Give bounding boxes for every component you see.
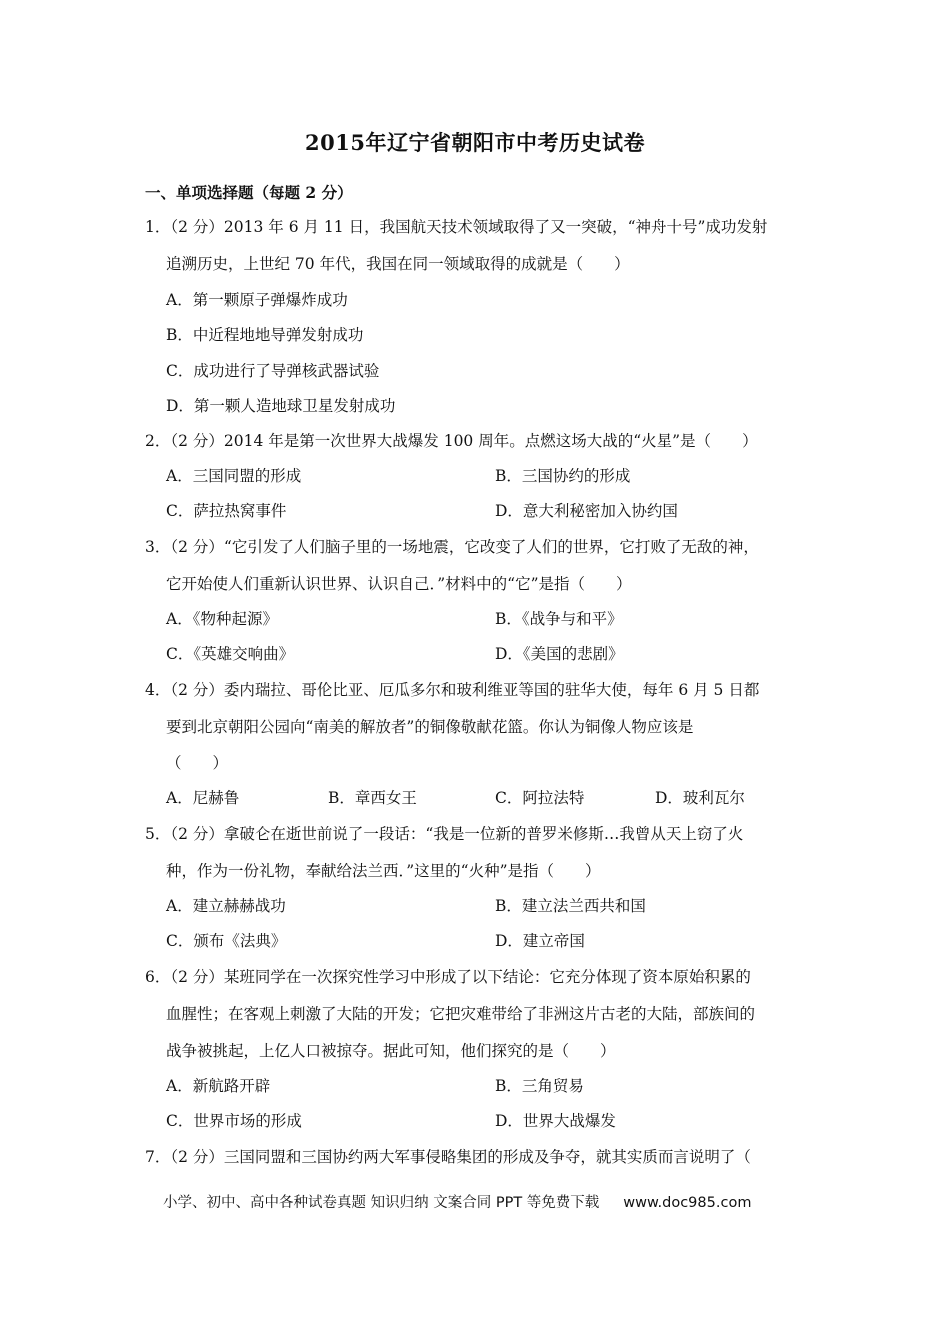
question-2-option-a: A．三国同盟的形成 — [166, 467, 302, 485]
question-4-option-a: A．尼赫鲁 — [166, 789, 240, 807]
question-7-text: 7．（2 分）三国同盟和三国协约两大军事侵略集团的形成及争夺，就其实质而言说明了（ — [145, 1148, 751, 1166]
question-3-text-cont: 它开始使人们重新认识世界、认识自己．”材料中的“它”是指（ ） — [166, 575, 632, 593]
question-5-option-b: B．建立法兰西共和国 — [495, 897, 646, 915]
question-2-option-c: C．萨拉热窝事件 — [166, 502, 287, 520]
page-footer — [163, 1191, 751, 1212]
question-6-option-a: A．新航路开辟 — [166, 1077, 271, 1095]
question-3-option-c: C．《英雄交响曲》 — [166, 645, 295, 663]
footer-url[interactable]: www.doc985.com — [623, 1195, 752, 1211]
question-4-option-c: C．阿拉法特 — [495, 789, 585, 807]
question-4-option-b: B．章西女王 — [328, 789, 417, 807]
section-heading: 一、单项选择题（每题 2 分） — [145, 183, 353, 202]
question-1-text-cont: 追溯历史，上世纪 70 年代，我国在同一领域取得的成就是（ ） — [166, 255, 630, 273]
question-1-option-d: D．第一颗人造地球卫星发射成功 — [166, 397, 396, 415]
question-2-option-b: B．三国协约的形成 — [495, 467, 631, 485]
question-3-text: 3．（2 分）“它引发了人们脑子里的一场地震，它改变了人们的世界，它打败了无敌的神， — [145, 538, 759, 556]
question-6-text: 6．（2 分）某班同学在一次探究性学习中形成了以下结论：它充分体现了资本原始积累的 — [145, 968, 751, 986]
question-6-text-cont-2: 战争被挑起，上亿人口被掠夺。据此可知，他们探究的是（ ） — [166, 1042, 616, 1060]
question-3-option-d: D．《美国的悲剧》 — [495, 645, 624, 663]
question-1-text: 1．（2 分）2013 年 6 月 11 日，我国航天技术领域取得了又一突破，“神舟十号”成功发射 — [145, 218, 768, 236]
question-2-option-d: D．意大利秘密加入协约国 — [495, 502, 678, 520]
question-6-option-d: D．世界大战爆发 — [495, 1112, 616, 1130]
question-2-text: 2．（2 分）2014 年是第一次世界大战爆发 100 周年。点燃这场大战的“火星”是（ ） — [145, 432, 758, 450]
question-6-text-cont-1: 血腥性；在客观上刺激了大陆的开发；它把灾难带给了非洲这片古老的大陆，部族间的 — [166, 1005, 756, 1023]
question-5-option-a: A．建立赫赫战功 — [166, 897, 286, 915]
footer-text: 小学、初中、高中各种试卷真题 知识归纳 文案合同 PPT 等免费下载 — [163, 1195, 600, 1211]
question-4-text: 4．（2 分）委内瑞拉、哥伦比亚、厄瓜多尔和玻利维亚等国的驻华大使，每年 6 月 5 日都 — [145, 681, 760, 699]
question-1-option-a: A．第一颗原子弹爆炸成功 — [166, 291, 348, 309]
question-1-option-b: B．中近程地地导弹发射成功 — [166, 326, 364, 344]
question-6-option-b: B．三角贸易 — [495, 1077, 584, 1095]
question-3-option-a: A．《物种起源》 — [166, 610, 278, 628]
question-5-text-cont: 种，作为一份礼物，奉献给法兰西．”这里的“火种”是指（ ） — [166, 862, 601, 880]
question-4-blank: （ ） — [166, 754, 229, 772]
question-6-option-c: C．世界市场的形成 — [166, 1112, 302, 1130]
question-1-option-c: C．成功进行了导弹核武器试验 — [166, 362, 380, 380]
question-4-text-cont: 要到北京朝阳公园向“南美的解放者”的铜像敬献花篮。你认为铜像人物应该是 — [166, 718, 694, 736]
question-4-option-d: D．玻利瓦尔 — [655, 789, 745, 807]
question-3-option-b: B．《战争与和平》 — [495, 610, 623, 628]
question-5-option-c: C．颁布《法典》 — [166, 932, 287, 950]
question-5-option-d: D．建立帝国 — [495, 932, 585, 950]
page-title: 2015年辽宁省朝阳市中考历史试卷 — [305, 130, 645, 155]
question-5-text: 5．（2 分）拿破仑在逝世前说了一段话：“我是一位新的普罗米修斯…我曾从天上窃了火 — [145, 825, 744, 843]
